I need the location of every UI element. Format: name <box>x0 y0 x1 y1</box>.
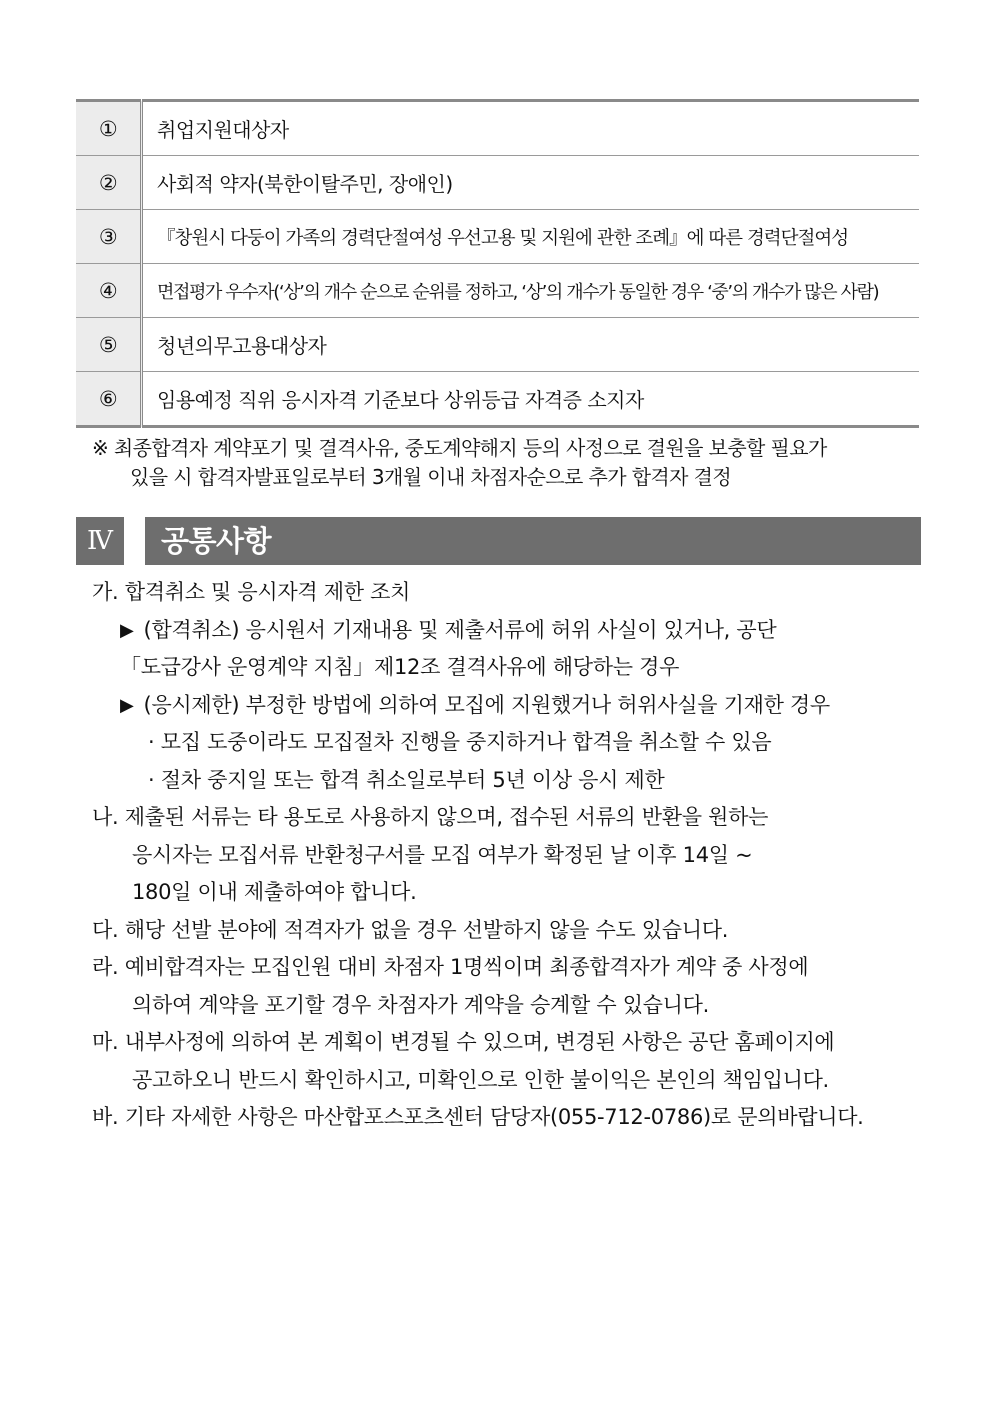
priority-table <box>76 99 919 428</box>
item-na-cont: 응시자는 모집서류 반환청구서를 모집 여부가 확정된 날 이후 14일 ~ <box>132 842 753 867</box>
bullet-cancel <box>92 612 924 650</box>
row-number: ① <box>76 101 142 156</box>
bullet-text: (합격취소) 응시원서 기재내용 및 제출서류에 허위 사실이 있거나, 공단 <box>143 617 777 642</box>
bullet-text: (응시제한) 부정한 방법에 의하여 모집에 지원했거나 허위사실을 기재한 경우 <box>143 692 830 717</box>
item-na: 나. 제출된 서류는 타 용도로 사용하지 않으며, 접수된 서류의 반환을 원하는 <box>92 805 769 829</box>
section-number: Ⅳ <box>76 517 124 565</box>
sub-bullet: · 모집 도중이라도 모집절차 진행을 중지하거나 합격을 취소할 수 있음 <box>148 730 772 754</box>
row-text: 『창원시 다둥이 가족의 경력단절여성 우선고용 및 지원에 관한 조례』에 따른 경력단절여성 <box>142 210 920 264</box>
item-ra-cont: 의하여 계약을 포기할 경우 차점자가 계약을 승계할 수 있습니다. <box>132 992 710 1017</box>
item-ma-cont: 공고하오니 반드시 확인하시고, 미확인으로 인한 불이익은 본인의 책임입니다. <box>132 1067 829 1092</box>
table-row <box>76 318 919 372</box>
row-text: 면접평가 우수자(‘상’의 개수 순으로 순위를 정하고, ‘상’의 개수가 동일한 경우 ‘중’의 개수가 많은 사람) <box>142 264 920 318</box>
item-na-cont: 180일 이내 제출하여야 합니다. <box>132 880 417 904</box>
row-number: ⑥ <box>76 372 142 427</box>
note-line: ※ 최종합격자 계약포기 및 결격사유, 중도계약해지 등의 사정으로 결원을 보충할 필요가 <box>92 436 827 460</box>
item-da: 다. 해당 선발 분야에 적격자가 없을 경우 선발하지 않을 수도 있습니다. <box>92 917 729 942</box>
item-ma: 마. 내부사정에 의하여 본 계획이 변경될 수 있으며, 변경된 사항은 공단 홈페이지에 <box>92 1030 835 1054</box>
bullet-text-cont: 「도급강사 운영계약 지침」제12조 결격사유에 해당하는 경우 <box>120 655 680 679</box>
table-row <box>76 210 919 264</box>
row-text: 임용예정 직위 응시자격 기준보다 상위등급 자격증 소지자 <box>157 388 644 412</box>
table-row <box>76 156 919 210</box>
supplement-note <box>92 434 922 492</box>
note-line: 있을 시 합격자발표일로부터 3개월 이내 차점자순으로 추가 합격자 결정 <box>130 465 732 489</box>
row-number: ② <box>76 156 142 210</box>
arrow-icon: ▶ <box>120 694 134 716</box>
table-row <box>76 372 919 427</box>
item-ga-title: 가. 합격취소 및 응시자격 제한 조치 <box>92 580 411 604</box>
row-number: ⑤ <box>76 318 142 372</box>
item-ra: 라. 예비합격자는 모집인원 대비 차점자 1명씩이며 최종합격자가 계약 중 사정에 <box>92 955 809 979</box>
row-number: ④ <box>76 264 142 318</box>
section-title: 공통사항 <box>145 517 921 565</box>
common-items <box>92 574 924 1137</box>
bullet-restrict <box>92 687 924 725</box>
row-text: 청년의무고용대상자 <box>142 318 920 372</box>
item-ba: 바. 기타 자세한 사항은 마산합포스포츠센터 담당자(055-712-0786)로 문의바랍니다. <box>92 1105 864 1129</box>
table-row <box>76 264 919 318</box>
row-text: 사회적 약자(북한이탈주민, 장애인) <box>142 156 920 210</box>
row-text: 취업지원대상자 <box>142 101 920 156</box>
row-number: ③ <box>76 210 142 264</box>
arrow-icon: ▶ <box>120 619 134 641</box>
table-row <box>76 101 919 156</box>
sub-bullet: · 절차 중지일 또는 합격 취소일로부터 5년 이상 응시 제한 <box>148 767 665 792</box>
